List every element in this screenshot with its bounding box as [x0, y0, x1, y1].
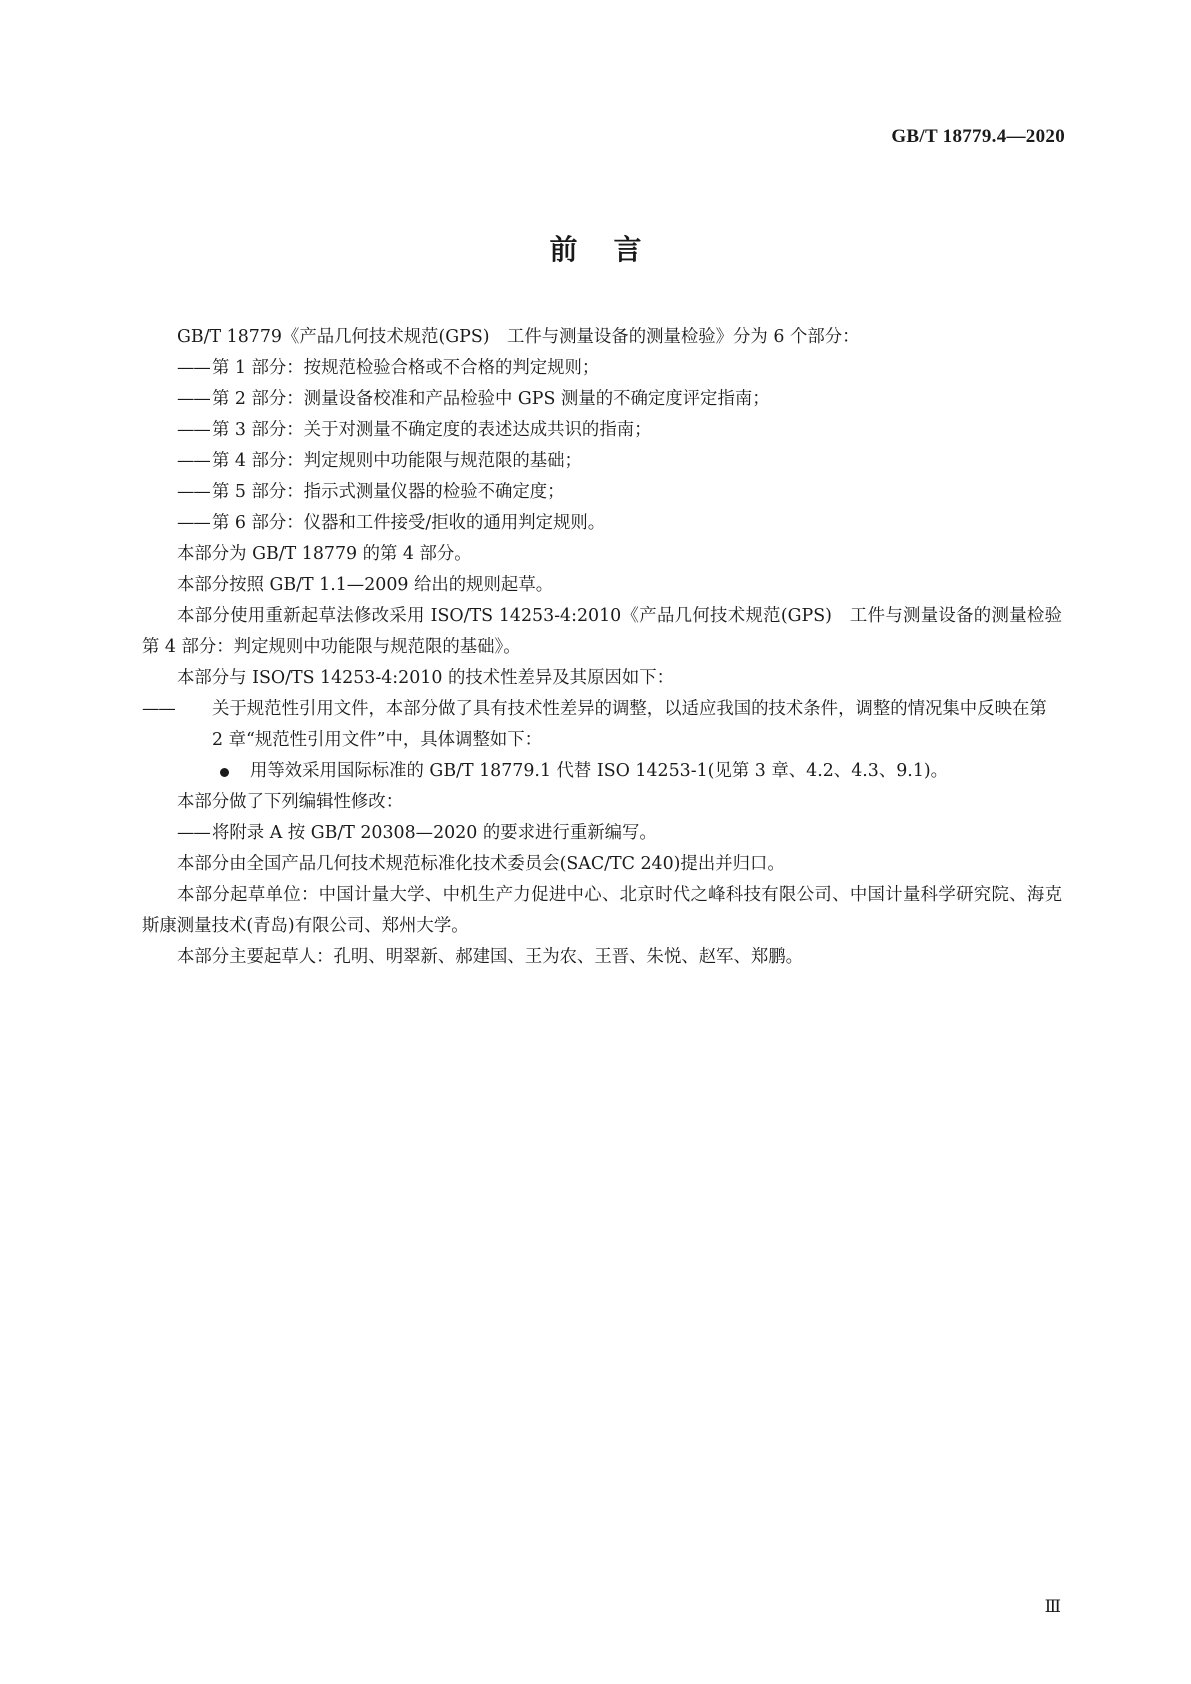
part-3-text: 第 3 部分：关于对测量不确定度的表述达成共识的指南；: [212, 420, 652, 440]
list-item: [142, 415, 1062, 446]
dash-mark: ——: [177, 358, 210, 378]
list-item: [142, 477, 1062, 508]
list-item: [142, 508, 1062, 539]
list-item: [142, 446, 1062, 477]
dash-mark: ——: [177, 389, 210, 409]
bullet-item: [142, 756, 1062, 787]
editorial-intro-paragraph: 本部分做了下列编辑性修改：: [177, 792, 404, 812]
page-title: 前言: [549, 233, 678, 266]
part-5-text: 第 5 部分：指示式测量仪器的检验不确定度；: [212, 482, 565, 502]
editorial-item-text: 将附录 A 按 GB/T 20308—2020 的要求进行重新编写。: [212, 823, 657, 843]
drafters-paragraph: 本部分主要起草人：孔明、明翠新、郝建国、王为农、王晋、朱悦、赵军、郑鹏。: [177, 947, 804, 967]
part-4-text: 第 4 部分：判定规则中功能限与规范限的基础；: [212, 451, 582, 471]
dash-mark: ——: [177, 482, 210, 502]
differences-item-text: 关于规范性引用文件，本部分做了具有技术性差异的调整，以适应我国的技术条件，调整的情况集中反映在第 2 章“规范性引用文件”中，具体调整如下：: [212, 699, 1047, 750]
proposed-by-paragraph: 本部分由全国产品几何技术规范标准化技术委员会(SAC/TC 240)提出并归口。: [177, 854, 785, 874]
intro-paragraph: GB/T 18779《产品几何技术规范(GPS) 工件与测量设备的测量检验》分为 6 个部分：: [177, 327, 860, 347]
page-number: Ⅲ: [1044, 1597, 1061, 1616]
list-item: [142, 818, 1062, 849]
standard-number: GB/T 18779.4—2020: [891, 126, 1065, 147]
drafting-units-paragraph: 本部分起草单位：中国计量大学、中机生产力促进中心、北京时代之峰科技有限公司、中国计量科学研究院、海克斯康测量技术(青岛)有限公司、郑州大学。: [142, 885, 1062, 936]
part-2-text: 第 2 部分：测量设备校准和产品检验中 GPS 测量的不确定度评定指南；: [212, 389, 770, 409]
adoption-paragraph: 本部分使用重新起草法修改采用 ISO/TS 14253-4:2010《产品几何技术规范(GPS) 工件与测量设备的测量检验 第 4 部分：判定规则中功能限与规范限的基础》。: [142, 606, 1080, 657]
dash-mark: ——: [177, 823, 210, 843]
dash-mark: ——: [142, 699, 175, 719]
differences-intro-paragraph: 本部分与 ISO/TS 14253-4:2010 的技术性差异及其原因如下：: [177, 668, 675, 688]
this-part-paragraph: 本部分为 GB/T 18779 的第 4 部分。: [177, 544, 472, 564]
dash-mark: ——: [177, 420, 210, 440]
list-item: [142, 353, 1062, 384]
dash-mark: ——: [177, 451, 210, 471]
part-6-text: 第 6 部分：仪器和工件接受/拒收的通用判定规则。: [212, 513, 606, 533]
list-item: [142, 694, 1062, 756]
differences-bullet-text: 用等效采用国际标准的 GB/T 18779.1 代替 ISO 14253-1(见第 3 章、4.2、4.3、9.1)。: [250, 761, 949, 781]
part-1-text: 第 1 部分：按规范检验合格或不合格的判定规则；: [212, 358, 600, 378]
drafting-rules-paragraph: 本部分按照 GB/T 1.1—2009 给出的规则起草。: [177, 575, 554, 595]
list-item: [142, 384, 1062, 415]
dash-mark: ——: [177, 513, 210, 533]
foreword-body: [142, 322, 1080, 973]
bullet-dot-icon: [220, 768, 229, 777]
